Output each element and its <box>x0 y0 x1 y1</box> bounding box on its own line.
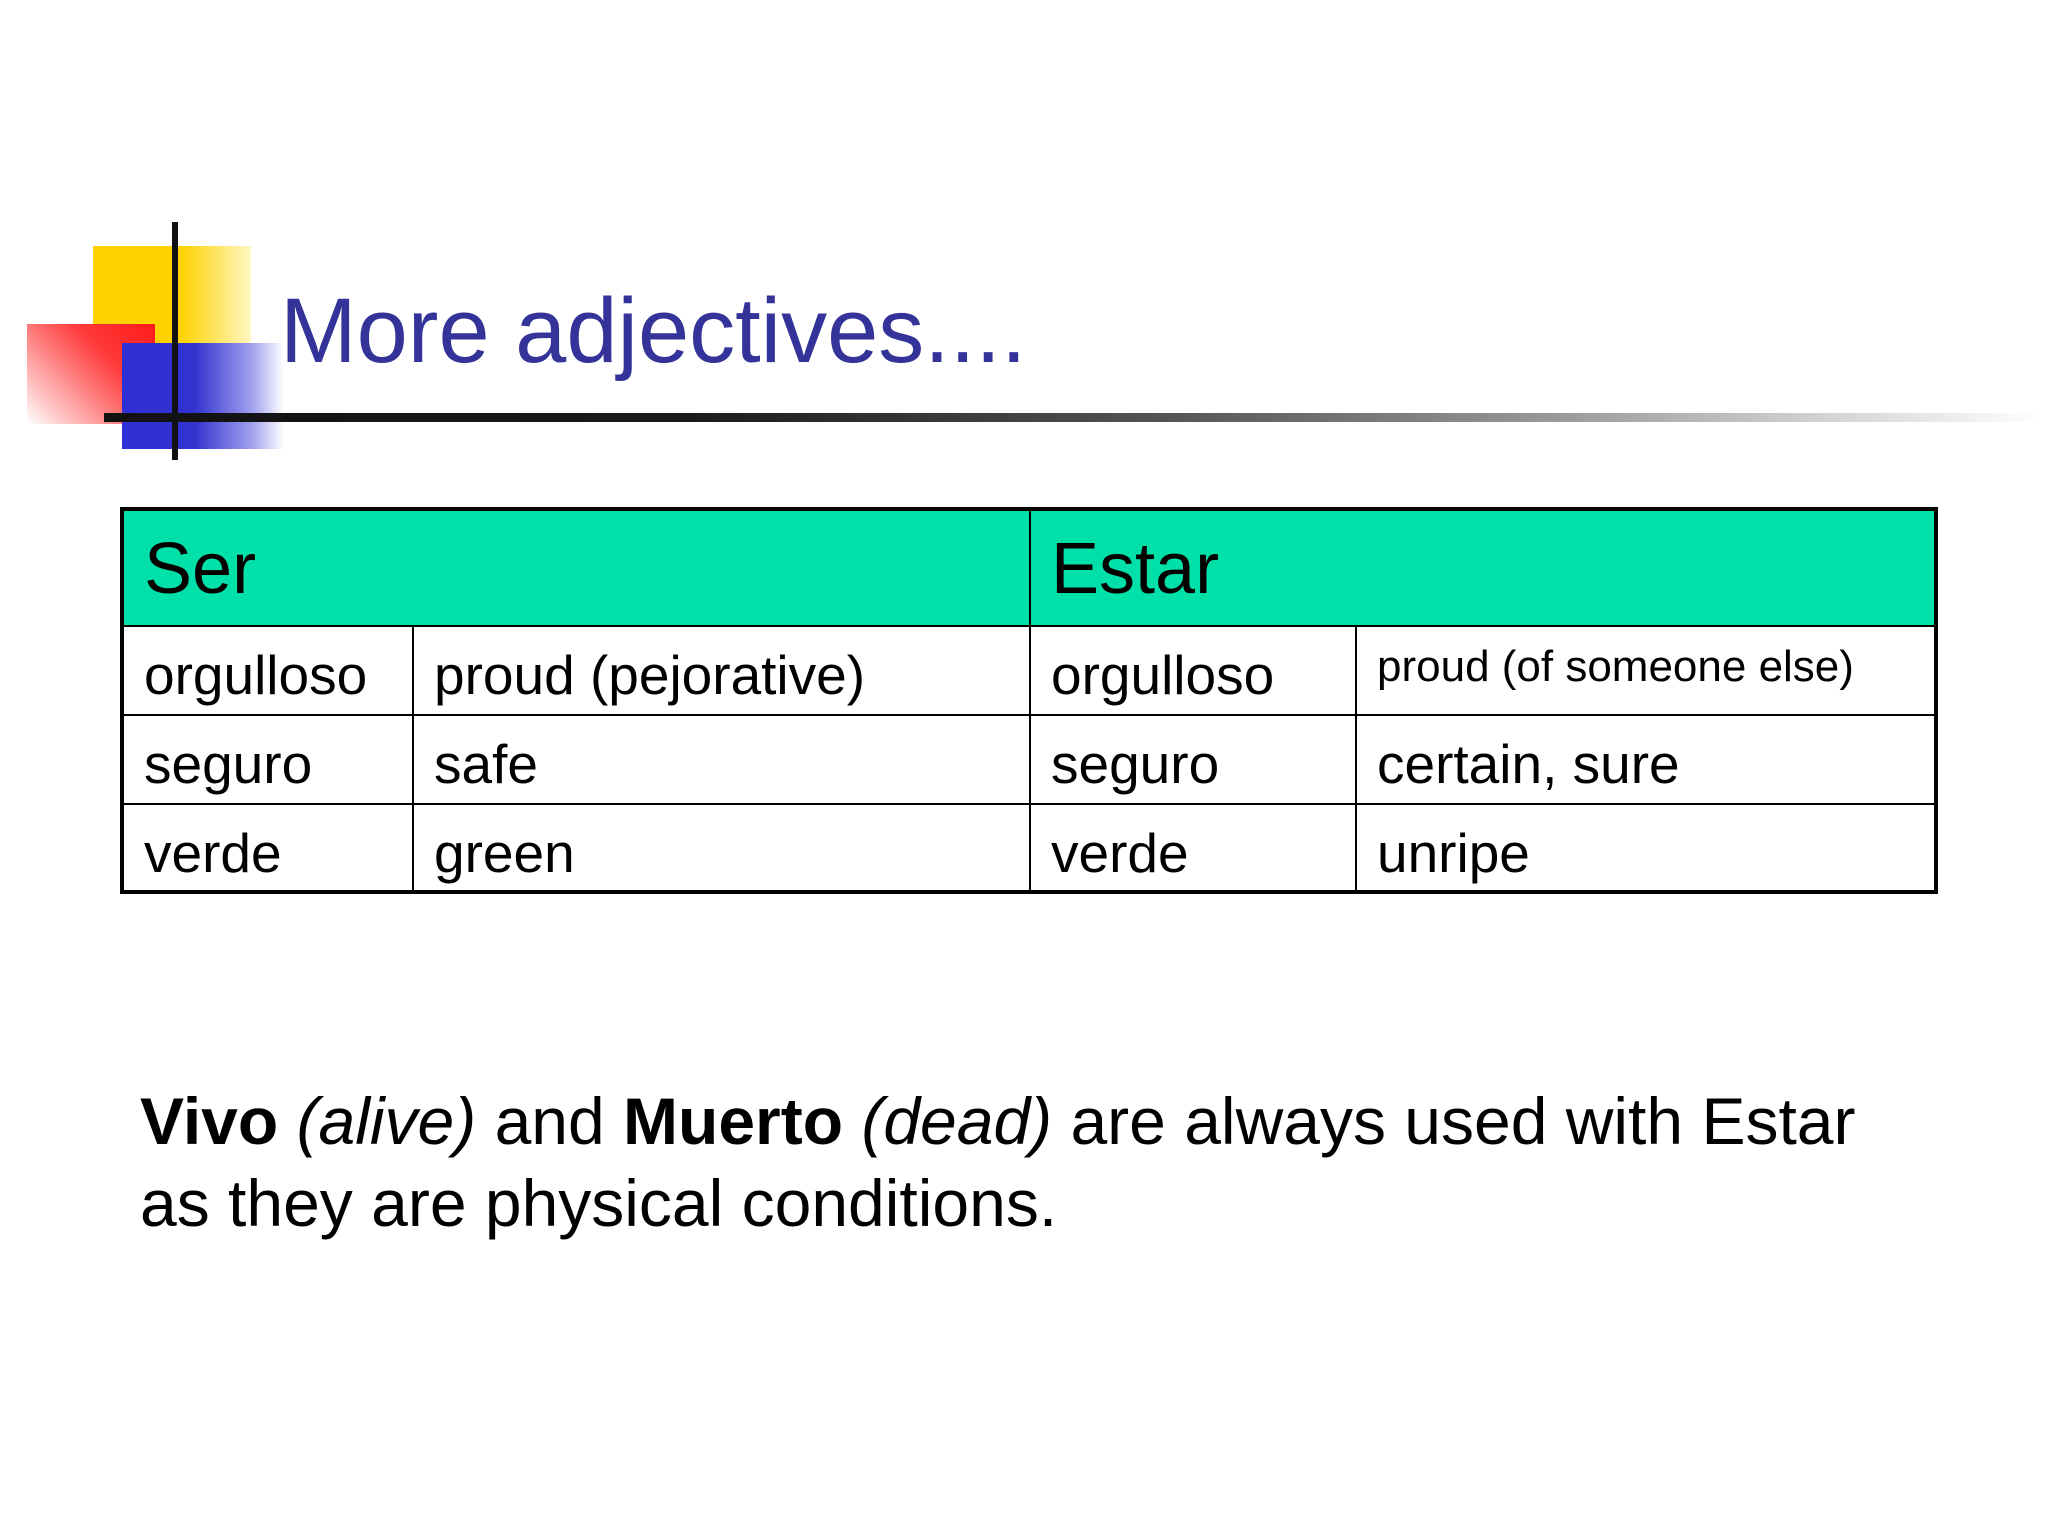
estar-adjective: seguro <box>1031 716 1357 803</box>
adjectives-table <box>120 507 1938 894</box>
estar-meaning: certain, sure <box>1377 733 1680 795</box>
note-rest: are always used with Estar as they are physical conditions. <box>140 1084 1856 1240</box>
table-row <box>124 716 1934 805</box>
ser-adjective: seguro <box>124 716 414 803</box>
ser-meaning: proud (pejorative) <box>414 627 1031 714</box>
header-estar: Estar <box>1051 529 1220 609</box>
ser-adjective: verde <box>124 805 414 894</box>
logo-vertical-line <box>172 222 178 460</box>
table-row <box>124 805 1934 894</box>
estar-adjective: orgulloso <box>1031 627 1357 714</box>
table-row <box>124 627 1934 716</box>
note-paragraph <box>140 1080 1920 1244</box>
note-word-muerto: Muerto <box>623 1084 844 1158</box>
table-header-row <box>124 511 1934 627</box>
ser-meaning: green <box>414 805 1031 894</box>
estar-meaning: proud (of someone else) <box>1377 642 1854 691</box>
header-ser: Ser <box>124 511 1031 625</box>
ser-adjective: orgulloso <box>124 627 414 714</box>
estar-adjective: verde <box>1031 805 1357 894</box>
note-gloss-alive: (alive) <box>296 1084 477 1158</box>
ser-meaning: safe <box>414 716 1031 803</box>
note-word-vivo: Vivo <box>140 1084 279 1158</box>
slide-title: More adjectives.... <box>280 280 1027 382</box>
note-gloss-dead: (dead) <box>861 1084 1053 1158</box>
estar-meaning: unripe <box>1377 822 1530 884</box>
logo-blue-square <box>122 343 284 449</box>
title-underline <box>104 413 2044 422</box>
note-conjunction: and <box>476 1084 624 1158</box>
